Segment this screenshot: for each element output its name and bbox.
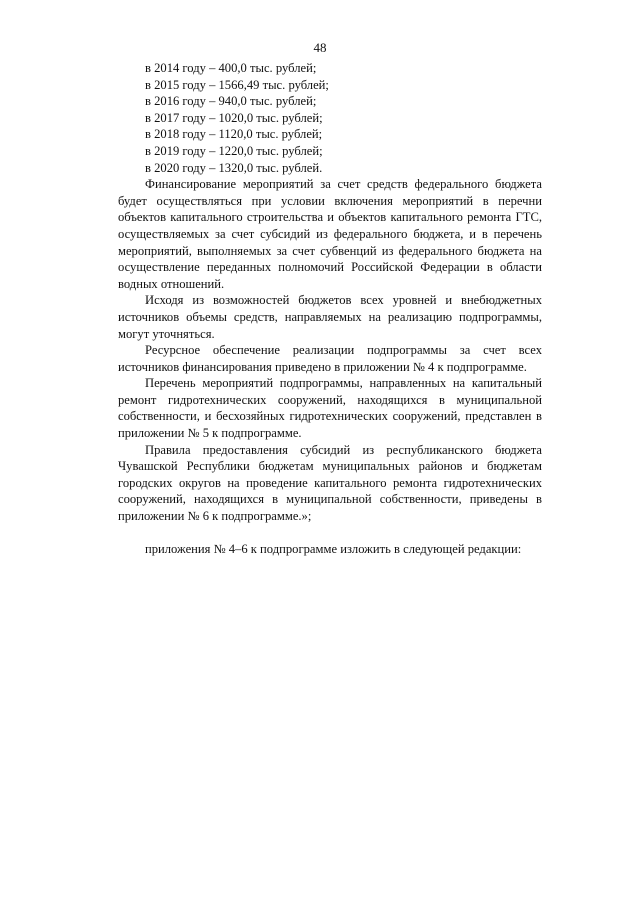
funding-list [118, 60, 542, 176]
funding-line-2018: в 2018 году – 1120,0 тыс. рублей; [145, 127, 323, 142]
spacer [118, 525, 542, 541]
funding-line-2015: в 2015 году – 1566,49 тыс. рублей; [145, 77, 329, 92]
funding-line-2019: в 2019 году – 1220,0 тыс. рублей; [145, 143, 323, 158]
closing-instruction: приложения № 4–6 к подпрограмме изложить в следующей редакции: [145, 541, 522, 556]
paragraph-federal-funding: Финансирование мероприятий за счет средств федерального бюджета будет осуществляться при условии включения мероприятий в перечни объектов капитального строительства и объектов капитального ремонта ГТС, осуществляемых за счет субсидий из федерального бюджета, и в перечень мероприятий, выполняемых за счет субвенций из федерального бюджета на осуществление переданных полномочий Российской Федерации в области водных отношений. [118, 177, 542, 291]
funding-line-2014: в 2014 году – 400,0 тыс. рублей; [145, 61, 317, 75]
paragraph-resource-support: Ресурсное обеспечение реализации подпрограммы за счет всех источников финансирования приведено в приложении № 4 к подпрограмме. [118, 343, 542, 374]
funding-line-2020: в 2020 году – 1320,0 тыс. рублей. [145, 160, 323, 175]
paragraph-budget-adjustment: Исходя из возможностей бюджетов всех уровней и внебюджетных источников объемы средств, направляемых на реализацию подпрограммы, могут уточняться. [118, 293, 542, 341]
paragraph-subsidy-rules: Правила предоставления субсидий из республиканского бюджета Чувашской Республики бюджетам муниципальных районов и бюджетам городских округов на проведение капитального ремонта гидротехнических сооружений, находящихся в муниципальной собственности, приведены в приложении № 6 к подпрограмме.»; [118, 442, 542, 524]
paragraph-measures-list: Перечень мероприятий подпрограммы, направленных на капитальный ремонт гидротехнических сооружений, находящихся в муниципальной собственности, и бесхозяйных гидротехнических сооружений, представлен в приложении № 5 к подпрограмме. [118, 376, 542, 441]
funding-line-2016: в 2016 году – 940,0 тыс. рублей; [145, 94, 317, 109]
document-body [118, 60, 542, 557]
page-number: 48 [313, 40, 327, 55]
funding-line-2017: в 2017 году – 1020,0 тыс. рублей; [145, 110, 323, 125]
